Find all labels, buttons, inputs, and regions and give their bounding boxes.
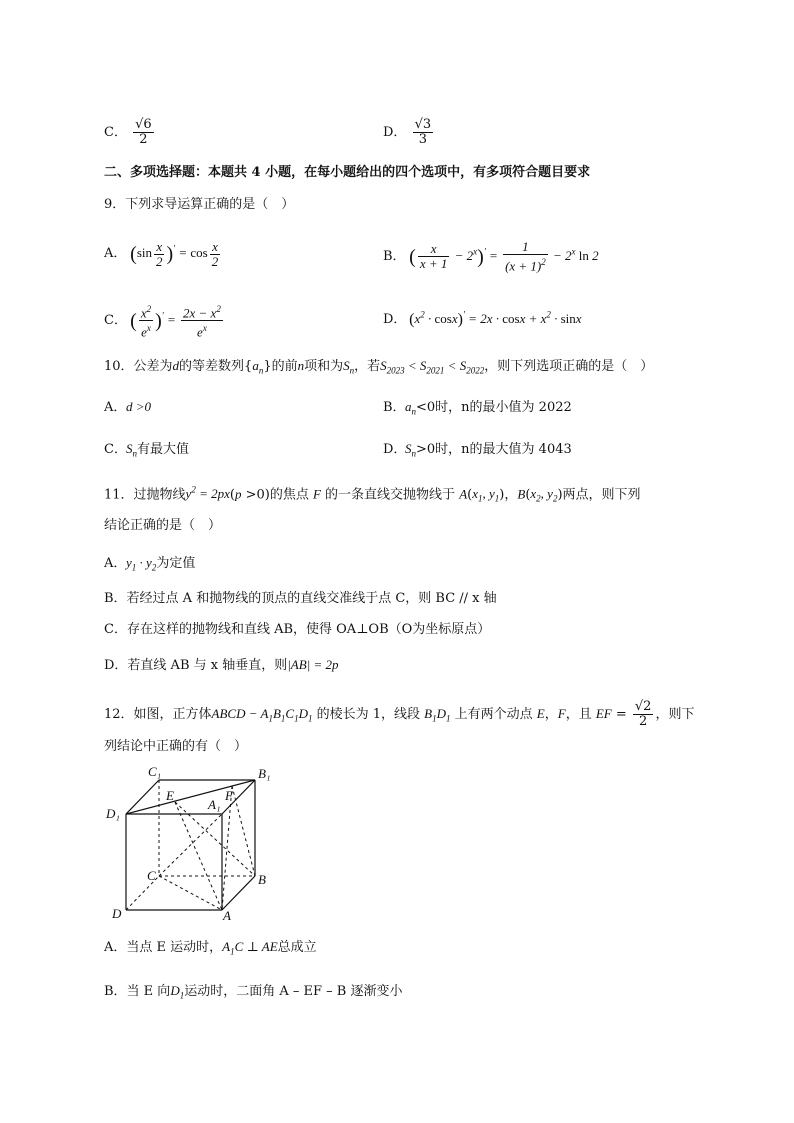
q12-stem-line2: 列结论中正确的有（ ） xyxy=(104,739,248,754)
q11-option-b: B．若经过点 A 和抛物线的顶点的直线交准线于点 C，则 BC // x 轴 xyxy=(104,591,497,606)
q10-option-a xyxy=(104,398,151,417)
q9-option-d xyxy=(383,306,582,329)
q10-option-d: D．$S_n>0$时，n的最大值为 4043 xyxy=(383,441,572,459)
q9-option-a xyxy=(104,240,222,269)
formula: (sin $\frac{x}{2}$ )′ = cos $\frac{x}{2}$ xyxy=(130,239,219,269)
option-text-tail: 有最大值 xyxy=(137,442,190,457)
q9-option-c xyxy=(104,302,225,340)
label-a: A xyxy=(223,908,231,922)
q10-stem-post: ，则下列选项正确的是（ ） xyxy=(484,359,654,374)
option-label: D． xyxy=(383,125,407,140)
option-text-tail: >0时，n的最大值为 4043 xyxy=(416,442,572,457)
option-text-tail: <0时，n的最小值为 2022 xyxy=(416,400,572,415)
q12-option-b: B．当 E 向$D_1$运动时，二面角 A – EF – B 逐渐变小 xyxy=(104,983,403,1001)
option-label: A． xyxy=(104,556,127,571)
option-text: D．若直线 AB 与 x 轴垂直，则 xyxy=(104,658,288,673)
label-f: F xyxy=(225,788,233,803)
fraction-numerator: √3 xyxy=(414,117,432,132)
label-e: E xyxy=(166,788,174,803)
section-heading: 二、多项选择题：本题共 4 小题，在每小题给出的四个选项中，有多项符合题目要求 xyxy=(104,165,591,180)
option-label: B． xyxy=(383,400,406,415)
q11-stem-line1: 11．过抛物线$y^2 = 2px(p >0)$的焦点 F 的一条直线交抛物线于 $A(x_1$, $y_1$)，$B(x_2$, $y_2$)两点，则下列 xyxy=(104,485,641,504)
option-label: C． xyxy=(104,312,127,328)
option-text: B．当 E 向 xyxy=(104,984,171,999)
q9-stem: 9．下列求导运算正确的是（ ） xyxy=(104,197,295,212)
option-text: S xyxy=(405,441,412,456)
q11-option-d: D．若直线 AB 与 x 轴垂直，则|AB| = 2p xyxy=(104,657,339,673)
option-text-tail: 为定值 xyxy=(156,556,196,571)
formula: $(x^2 \cdot \cos x)' = 2x \cdot \cos x + x^2 \cdot \sin x$ xyxy=(409,310,582,329)
formula: ( $\frac{x}{x + 1}$ − $2^x)'$ = $\frac{1}{(x + 1)^2}$ − $2^x$ ln 2 xyxy=(409,239,599,274)
label-c: C xyxy=(147,868,156,883)
fraction xyxy=(133,118,154,147)
label-d1: D₁ xyxy=(106,806,120,821)
label-a1: A₁ xyxy=(208,797,221,812)
label-b1: B₁ xyxy=(258,766,271,781)
option-label: D． xyxy=(383,442,407,457)
option-label: B． xyxy=(383,248,406,264)
option-c-top xyxy=(104,118,156,147)
q11-stem-pre: 11．过抛物线 xyxy=(104,487,186,503)
q11-option-a: A．$y_1 \cdot y_2$为定值 xyxy=(104,555,196,573)
q10-stem-pre: 10．公差为 xyxy=(104,359,173,374)
label-c1: C₁ xyxy=(148,764,162,779)
label-d: D xyxy=(112,906,122,921)
option-text: S xyxy=(126,441,133,456)
option-label: D． xyxy=(383,312,407,328)
option-text: d >0 xyxy=(126,399,152,414)
q10-option-c: C．$S_n$有最大值 xyxy=(104,441,190,459)
option-text-tail: 总成立 xyxy=(277,940,317,955)
q10-stem: 10．公差为d的等差数列$\{a_n\}$的前n项和为$S_n$，若$S_{2023} < S_{2021} < S_{2022}$，则下列选项正确的是（ ） xyxy=(104,358,654,376)
option-label: A． xyxy=(104,400,127,415)
q11-option-c: C．存在这样的抛物线和直线 AB，使得 OA⊥OB（O为坐标原点） xyxy=(104,622,491,637)
fraction-denominator: 2 xyxy=(139,132,148,147)
fraction-denominator: 3 xyxy=(418,132,427,147)
option-text: a xyxy=(405,399,412,414)
q12-stem-pre: 12．如图，正方体 xyxy=(104,707,212,722)
q11-stem-line2: 结论正确的是（ ） xyxy=(104,518,222,533)
formula: ( $\frac{x^2}{e^x}$ )′ = $\frac{2x - x^2}{e^x}$ xyxy=(130,304,221,340)
q12-stem-line1: 12．如图，正方体ABCD − $A_1B_1C_1D_1$ 的棱长为 1，线段 $B_1D_1$ 上有两个动点 E，F，且 EF = $\frac{√2}{2}$ ，则下 xyxy=(104,699,695,729)
fraction-numerator: √6 xyxy=(135,117,152,132)
option-d-top xyxy=(383,118,435,147)
q10-option-b: B．$a_n<0$时，n的最小值为 2022 xyxy=(383,399,572,417)
q12-option-a: A．当点 E 运动时，$A_1C$ ⊥ AE总成立 xyxy=(104,939,317,957)
q9-option-b xyxy=(383,240,599,273)
option-label: C． xyxy=(104,125,127,140)
option-text-tail: 运动时，二面角 A – EF – B 逐渐变小 xyxy=(184,984,403,999)
cube-figure xyxy=(100,762,290,922)
option-text: A．当点 E 运动时， xyxy=(104,940,223,955)
option-label: A． xyxy=(104,246,127,262)
fraction xyxy=(413,118,434,147)
option-label: C． xyxy=(104,442,127,457)
label-b: B xyxy=(258,872,266,887)
